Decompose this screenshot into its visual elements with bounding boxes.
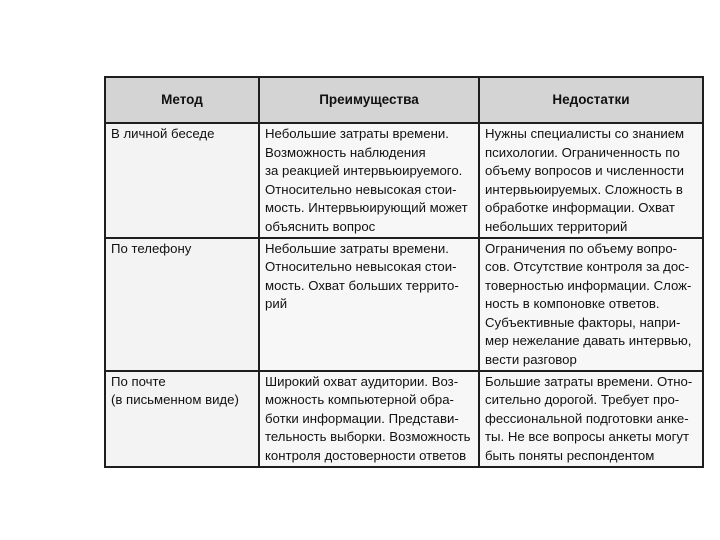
header-method: Метод	[105, 77, 259, 123]
disadvantages-text: Ограничения по объему вопро- сов. Отсутствие контроля за дос- товерностью информации. Слож- ность в компоновке ответов. Субъективные факторы, напри- мер нежелание давать интервью, вести разговор	[485, 240, 692, 367]
table-header	[105, 77, 703, 123]
method-cell	[105, 371, 259, 467]
header-disadvantages: Недостатки	[479, 77, 703, 123]
disadvantages-cell	[479, 238, 703, 371]
method-cell	[105, 238, 259, 371]
advantages-cell	[259, 123, 479, 238]
disadvantages-cell	[479, 123, 703, 238]
method-name: В личной беседе	[111, 126, 215, 141]
disadvantages-text: Нужны специалисты со знанием психологии. Ограниченность по объему вопросов и численности интервьюируемых. Сложность в обработке информации. Охват небольших территорий	[485, 126, 685, 234]
advantages-text: Широкий охват аудитории. Воз- можность компьютерной обра- ботки информации. Представи- тельность выборки. Возможность контроля достоверности ответов	[265, 373, 471, 463]
advantages-text: Небольшие затраты времени. Относительно невысокая стои- мость. Охват больших террито- рий	[265, 240, 459, 312]
method-name: По телефону	[111, 240, 192, 256]
advantages-cell	[259, 371, 479, 467]
survey-methods-table	[104, 76, 704, 468]
header-advantages: Преимущества	[259, 77, 479, 123]
method-cell	[105, 123, 259, 238]
header-row	[105, 77, 703, 123]
method-name: По почте (в письменном виде)	[111, 373, 239, 408]
table-row	[105, 238, 703, 371]
table-row	[105, 371, 703, 467]
disadvantages-text: Большие затраты времени. Отно- сительно дорогой. Требует про- фессиональной подготовки анке- ты. Не все вопросы анкеты могут быть поняты респондентом	[485, 373, 693, 463]
table-body	[105, 123, 703, 467]
table-row	[105, 123, 703, 238]
disadvantages-cell	[479, 371, 703, 467]
advantages-cell	[259, 238, 479, 371]
advantages-text: Небольшие затраты времени. Возможность наблюдения за реакцией интервьюируемого. Относительно невысокая стои- мость. Интервьюирующий может объяснить вопрос	[265, 126, 468, 234]
